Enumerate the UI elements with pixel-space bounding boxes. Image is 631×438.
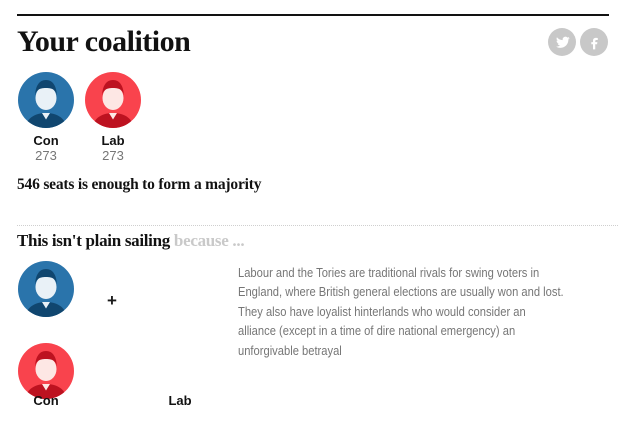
twitter-share-button[interactable]	[548, 28, 576, 56]
twitter-icon	[555, 35, 570, 50]
warning-lab-portrait	[18, 343, 74, 399]
warning-reason-text	[238, 263, 564, 360]
party-seats: 273	[102, 148, 124, 163]
coalition-member-lab	[85, 72, 141, 163]
party-seats: 273	[35, 148, 57, 163]
facebook-icon	[587, 35, 602, 50]
reason-line: Labour and the Tories are traditional rivals for swing voters in	[238, 265, 540, 280]
facebook-share-button[interactable]	[580, 28, 608, 56]
share-buttons	[548, 28, 608, 56]
reason-line: England, where British general elections are usually won and lost.	[238, 284, 564, 300]
warning-con-label: Con	[33, 393, 59, 408]
top-rule	[17, 14, 609, 16]
coalition-members-row	[18, 72, 141, 163]
warning-con-portrait	[18, 261, 74, 317]
dotted-divider	[17, 225, 618, 226]
lab-leader-portrait[interactable]	[85, 72, 141, 128]
reason-line: unforgivable betrayal	[238, 342, 342, 358]
reason-line: They also have loyalist hinterlands who would consider an	[238, 303, 526, 319]
party-label: Lab	[101, 133, 125, 148]
warning-lab-label: Lab	[168, 393, 192, 408]
reason-line: alliance (except in a time of dire national emergency) an	[238, 323, 516, 339]
party-label: Con	[33, 133, 59, 148]
warning-heading	[17, 231, 244, 251]
plus-sign: +	[107, 291, 117, 310]
page-title: Your coalition	[17, 25, 191, 58]
warning-heading-because: because ...	[173, 231, 245, 250]
warning-heading-main: This isn't plain sailing	[17, 231, 170, 250]
con-leader-portrait[interactable]	[18, 72, 74, 128]
coalition-member-con	[18, 72, 74, 163]
majority-statement: 546 seats is enough to form a majority	[17, 176, 262, 193]
